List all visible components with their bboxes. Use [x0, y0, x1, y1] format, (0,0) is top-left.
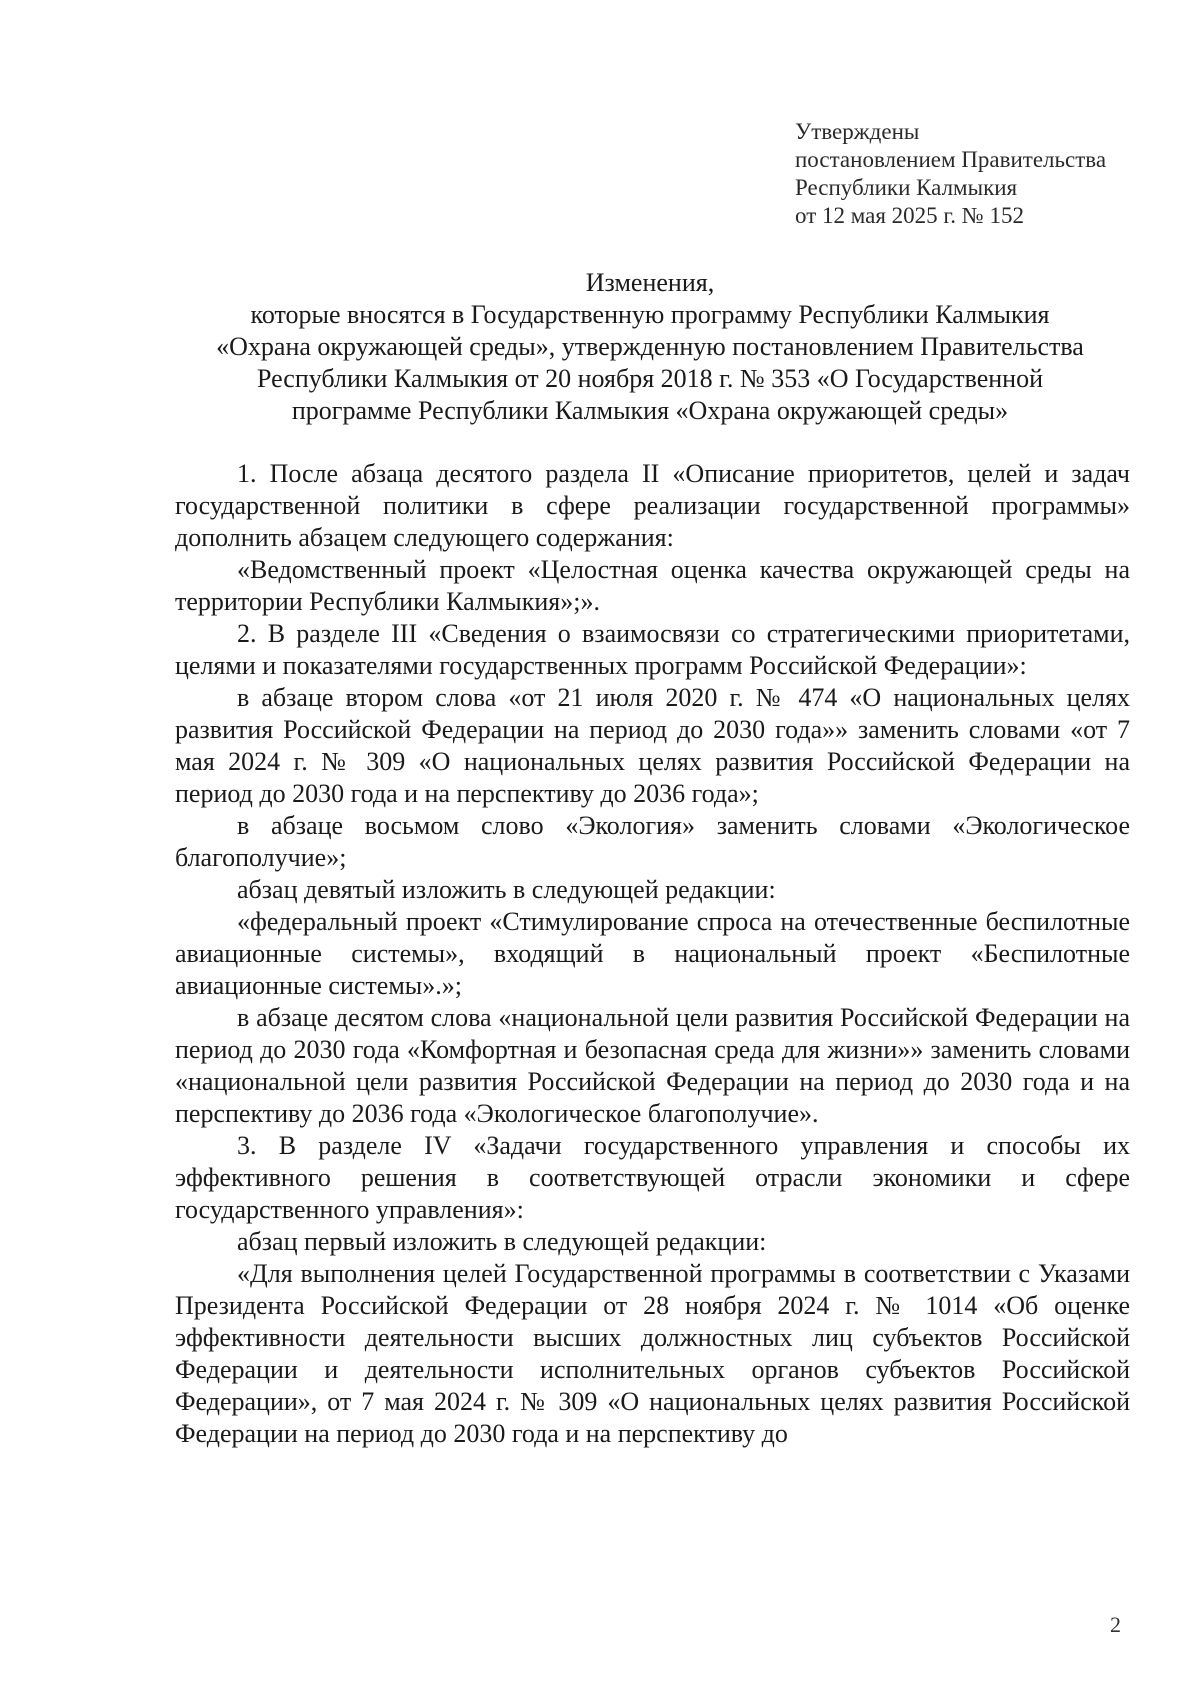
title-line: которые вносятся в Государственную программу Республики Калмыкия — [250, 300, 1050, 329]
paragraph: 2. В разделе III «Сведения о взаимосвязи со стратегическими приоритетами, целями и показателями государственных программ Российской Федерации»: — [175, 619, 1130, 680]
paragraph: 3. В разделе IV «Задачи государственного управления и способы их эффективного решения в соответствующей отрасли экономики и сфере государственного управления»: — [175, 1131, 1130, 1224]
paragraph: абзац первый изложить в следующей редакции: — [237, 1227, 767, 1256]
approval-stamp — [795, 118, 1155, 230]
document-body — [175, 458, 1130, 1450]
paragraph: «Для выполнения целей Государственной программы в соответствии с Указами Президента Российской Федерации от 28 ноября 2024 г. № 1014 «Об оценке эффективности деятельности высших должностных лиц субъектов Российской Федерации и деятельности исполнительных органов субъектов Российской Федерации», от 7 мая 2024 г. № 309 «О национальных целях развития Российской Федерации на период до 2030 года и на перспективу до — [175, 1259, 1130, 1448]
paragraph: в абзаце восьмом слово «Экология» заменить словами «Экологическое благополучие»; — [175, 811, 1130, 872]
title-line: Республики Калмыкия от 20 ноября 2018 г. № 353 «О Государственной — [256, 364, 1044, 393]
approval-line: Утверждены — [795, 119, 920, 144]
paragraph: «федеральный проект «Стимулирование спроса на отечественные беспилотные авиационные системы», входящий в национальный проект «Беспилотные авиационные системы».»; — [175, 907, 1130, 1000]
document-title — [160, 267, 1140, 427]
paragraph: абзац девятый изложить в следующей редакции: — [237, 875, 776, 904]
title-line: «Охрана окружающей среды», утвержденную постановлением Правительства — [216, 332, 1084, 361]
approval-line: Республики Калмыкия — [795, 175, 1018, 200]
page-number: 2 — [1110, 1612, 1121, 1637]
paragraph: в абзаце десятом слова «национальной цели развития Российской Федерации на период до 2030 года «Комфортная и безопасная среда для жизни»» заменить словами «национальной цели развития Российской Федерации на период до 2030 года и на перспективу до 2036 года «Экологическое благополучие». — [175, 1003, 1130, 1128]
paragraph: в абзаце втором слова «от 21 июля 2020 г. № 474 «О национальных целях развития Российской Федерации на период до 2030 года»» заменить словами «от 7 мая 2024 г. № 309 «О национальных целях развития Российской Федерации на период до 2030 года и на перспективу до 2036 года»; — [175, 683, 1130, 808]
title-line: Изменения, — [585, 268, 715, 297]
title-line: программе Республики Калмыкия «Охрана окружающей среды» — [291, 396, 1009, 425]
approval-line: от 12 мая 2025 г. № 152 — [795, 203, 1024, 228]
paragraph: 1. После абзаца десятого раздела II «Описание приоритетов, целей и задач государственной политики в сфере реализации государственной программы» дополнить абзацем следующего содержания: — [175, 459, 1130, 552]
approval-line: постановлением Правительства — [795, 147, 1107, 172]
paragraph: «Ведомственный проект «Целостная оценка качества окружающей среды на территории Республики Калмыкия»;». — [175, 555, 1130, 616]
